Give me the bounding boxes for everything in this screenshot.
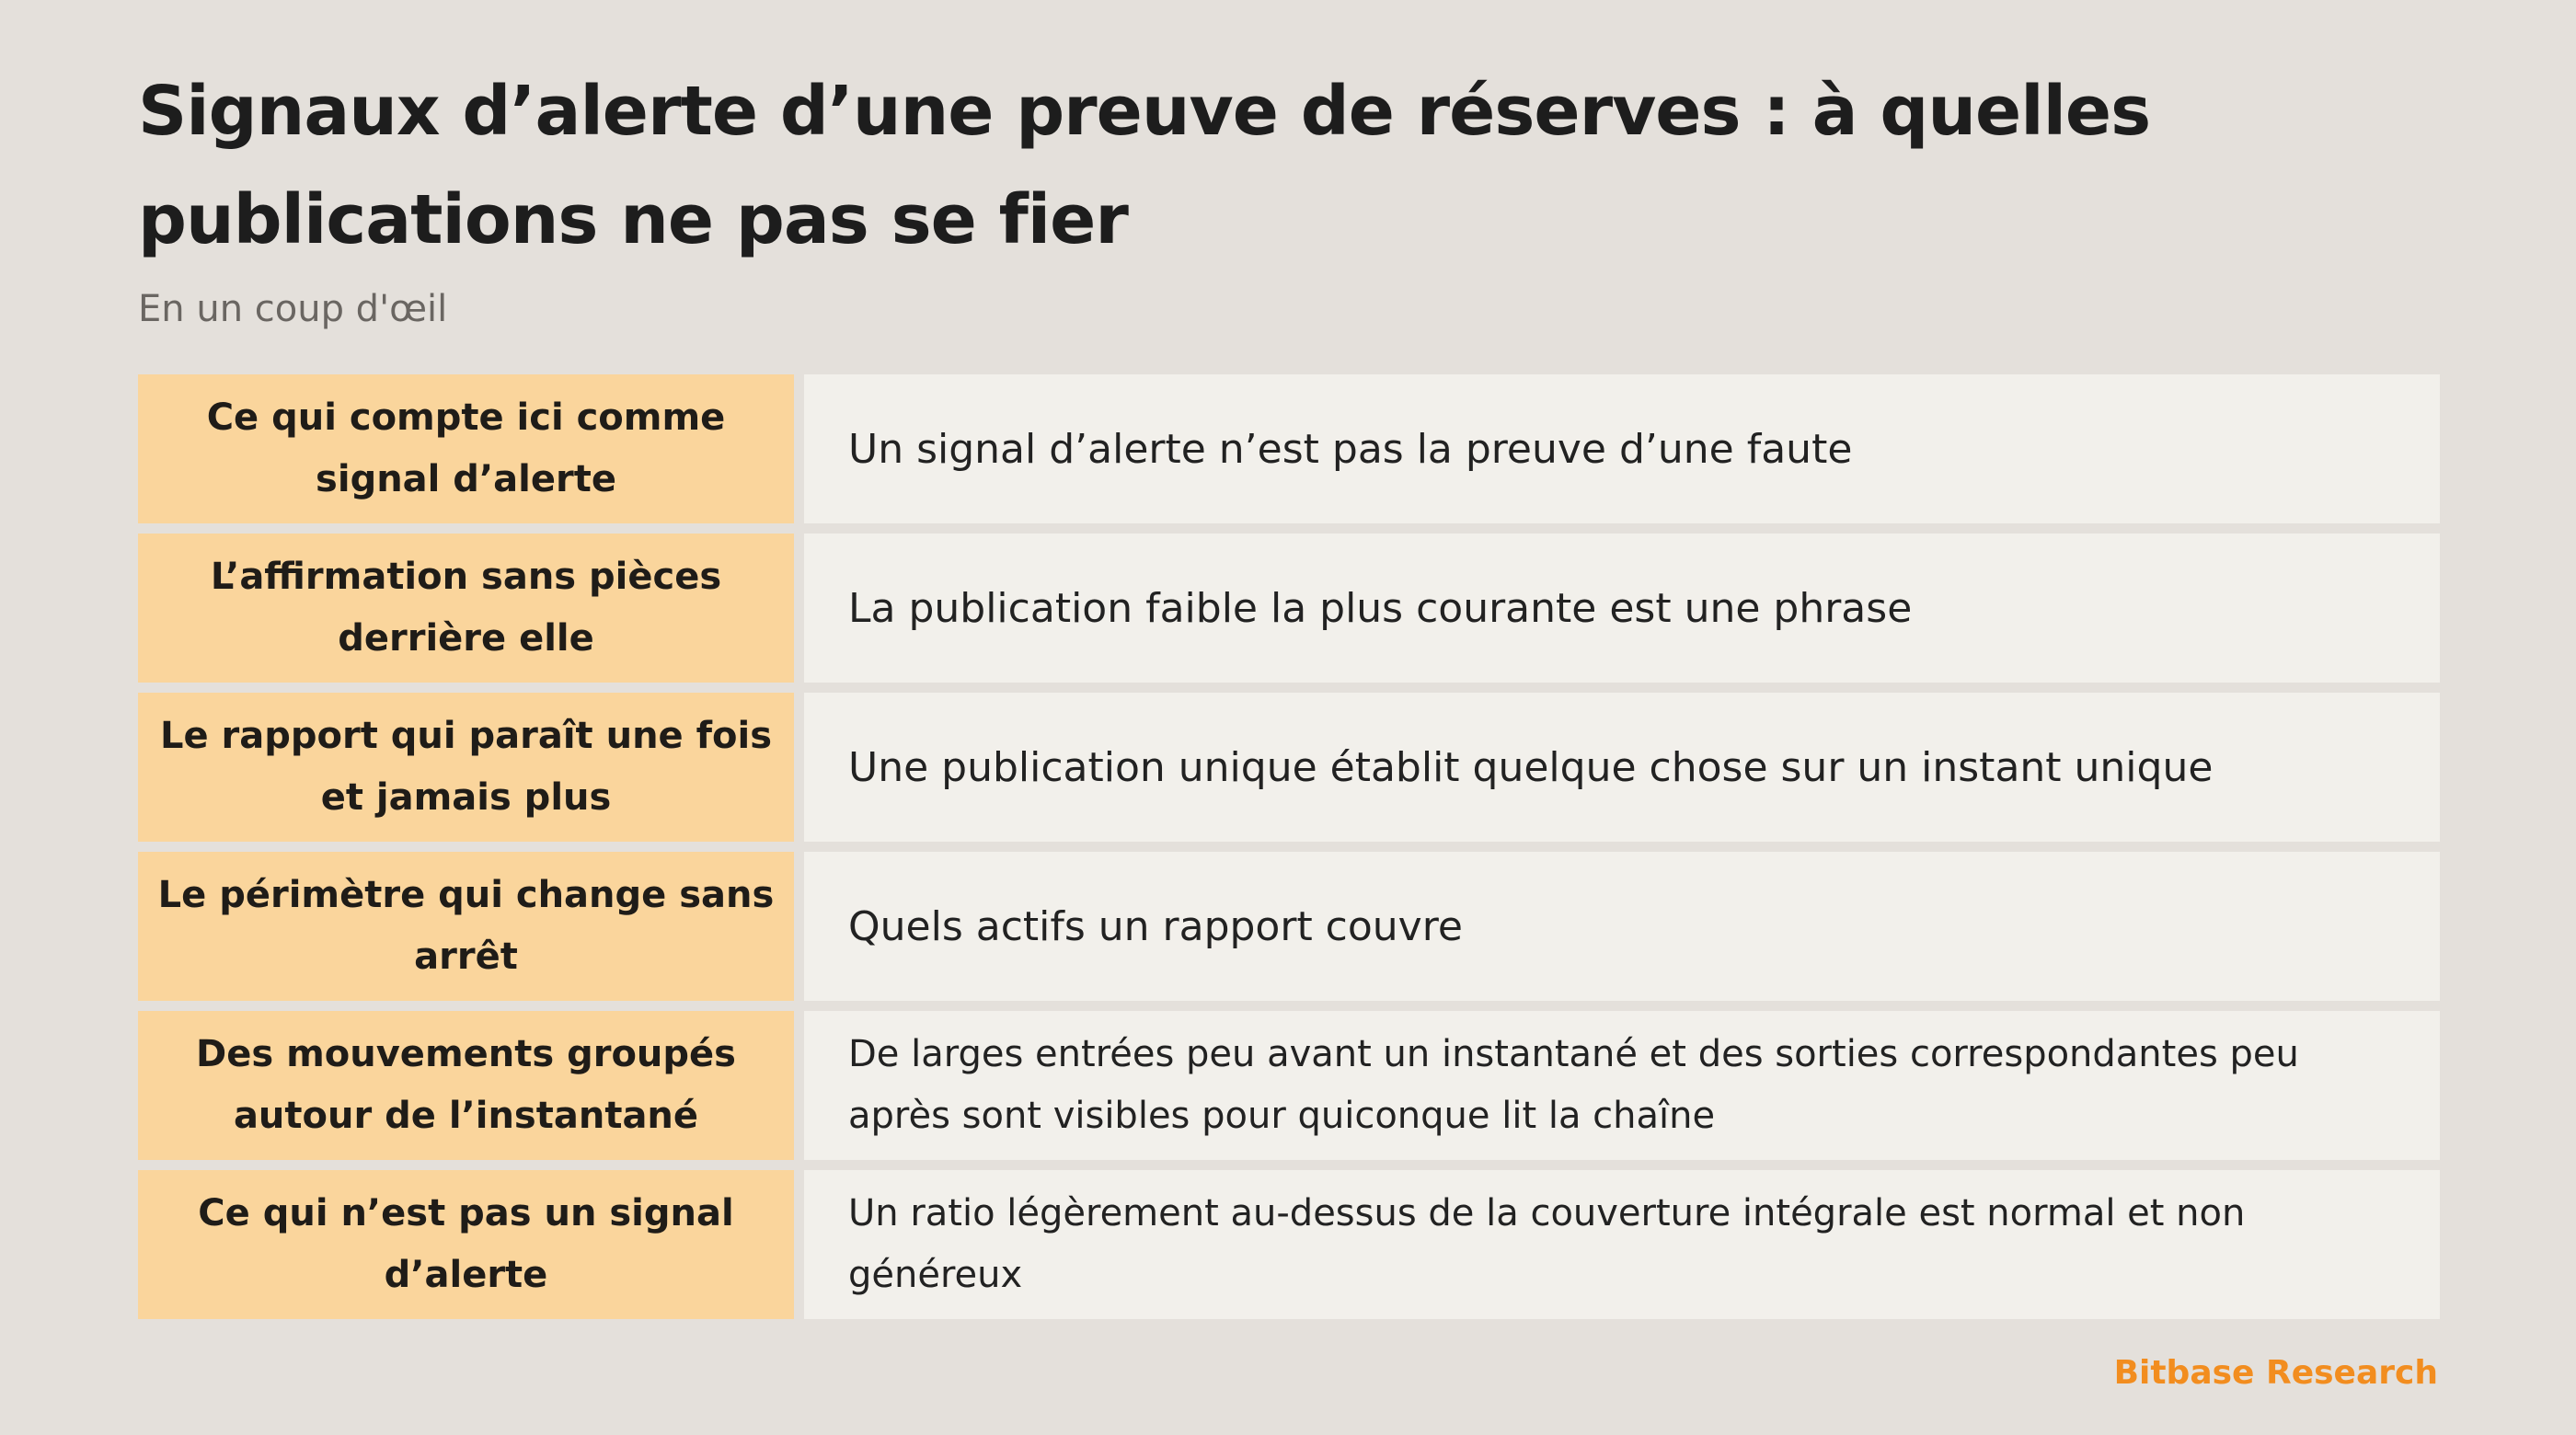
row-label: Ce qui compte ici comme signal d’alerte [138, 374, 794, 523]
table-row [138, 1011, 2440, 1160]
row-label: Le périmètre qui change sans arrêt [138, 852, 794, 1001]
row-label: Des mouvements groupés autour de l’instantané [138, 1011, 794, 1160]
table-row [138, 852, 2440, 1001]
summary-table [138, 374, 2440, 1319]
row-text: Quels actifs un rapport couvre [804, 852, 2440, 1001]
row-text: De larges entrées peu avant un instantané et des sorties correspondantes peu après sont visibles pour quiconque lit la chaîne [804, 1011, 2440, 1160]
table-row [138, 374, 2440, 523]
row-text: Un ratio légèrement au-dessus de la couverture intégrale est normal et non généreux [804, 1170, 2440, 1319]
page-subtitle: En un coup d'œil [138, 288, 448, 330]
table-row [138, 534, 2440, 683]
row-text: Un signal d’alerte n’est pas la preuve d’une faute [804, 374, 2440, 523]
row-text: La publication faible la plus courante est une phrase [804, 534, 2440, 683]
table-row [138, 693, 2440, 842]
row-label: L’affirmation sans pièces derrière elle [138, 534, 794, 683]
row-label: Ce qui n’est pas un signal d’alerte [138, 1170, 794, 1319]
page-title: Signaux d’alerte d’une preuve de réserves : à quelles publications ne pas se fier [138, 72, 2151, 259]
row-label: Le rapport qui paraît une fois et jamais plus [138, 693, 794, 842]
row-text: Une publication unique établit quelque chose sur un instant unique [804, 693, 2440, 842]
table-row [138, 1170, 2440, 1319]
brand-footer: Bitbase Research [2113, 1354, 2438, 1392]
